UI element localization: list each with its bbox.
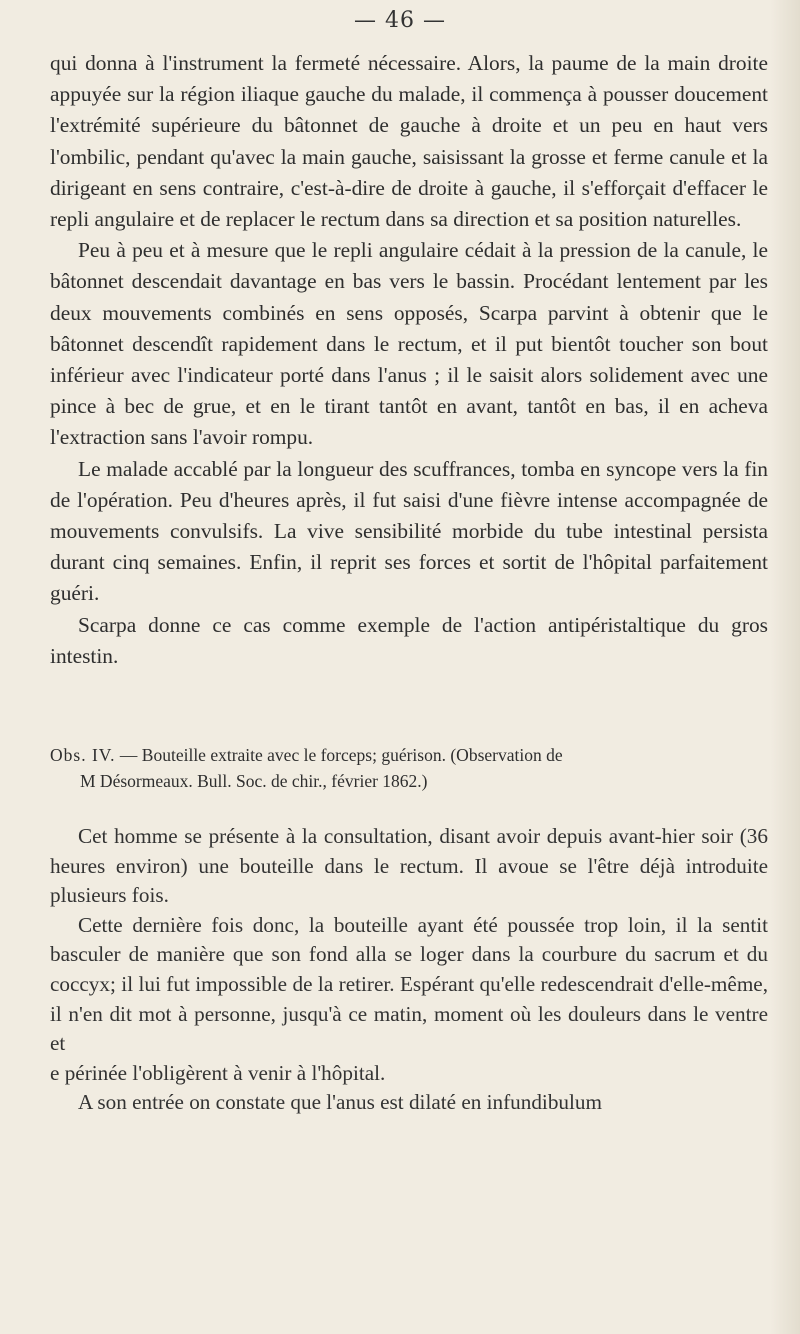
main-text: [50, 48, 768, 672]
observation-heading-block: [50, 742, 768, 794]
observation-text: [50, 822, 768, 1118]
observation-paragraph-1: Cet homme se présente à la consultation, disant avoir depuis avant-hier soir (36 heures environ) une bouteille dans le rectum. Il avoue se l'être déjà introduite plusieurs fois.: [50, 824, 768, 908]
paragraph-2: Peu à peu et à mesure que le repli angulaire cédait à la pression de la canule, le bâtonnet descendait davantage en bas vers le bassin. Procédant lentement par les deux mouvements combinés en sens opposés, Scarpa parvint à obtenir que le bâtonnet descendît rapidement dans le rectum, et il put bientôt toucher son bout inférieur avec l'indicateur porté dans l'anus ; il le saisit alors solidement avec une pince à bec de grue, et en le tirant tantôt en avant, tantôt en bas, il en acheva l'extraction sans l'avoir rompu.: [50, 238, 768, 450]
observation-title: — Bouteille extraite avec le forceps; guérison. (Observation de: [119, 745, 563, 765]
observation-reference: M Désormeaux. Bull. Soc. de chir., février 1862.): [80, 771, 428, 791]
page-number: — 46 —: [354, 8, 446, 33]
paragraph-1: qui donna à l'instrument la fermeté nécessaire. Alors, la paume de la main droite appuyée sur la région iliaque gauche du malade, il commença à pousser doucement l'extrémité supérieure du bâtonnet de gauche à droite et un peu en haut vers l'ombilic, pendant qu'avec la main gauche, saisissant la grosse et ferme canule et la dirigeant en sens contraire, c'est-à-dire de droite à gauche, il s'efforçait d'effacer le repli angulaire et de replacer le rectum dans sa direction et sa position naturelles.: [50, 51, 768, 232]
observation-label: Obs. IV.: [50, 745, 116, 765]
observation-heading: [50, 742, 768, 794]
paragraph-4: Scarpa donne ce cas comme exemple de l'action antipéristaltique du gros intestin.: [50, 612, 768, 668]
paragraph-3: Le malade accablé par la longueur des scuffrances, tomba en syncope vers la fin de l'opération. Peu d'heures après, il fut saisi d'une fièvre intense accompagnée de mouvements convulsifs. La vive sensibilité morbide du tube intestinal persista durant cinq semaines. Enfin, il reprit ses forces et sortit de l'hôpital parfaitement guéri.: [50, 456, 768, 606]
observation-paragraph-2: Cette dernière fois donc, la bouteille ayant été poussée trop loin, il la sentit basculer de manière que son fond alla se loger dans la courbure du sacrum et du coccyx; il lui fut impossible de la retirer. Espérant qu'elle redescendrait d'elle-même, il n'en dit mot à personne, jusqu'à ce matin, moment où les douleurs dans le ventre et: [50, 912, 768, 1056]
observation-paragraph-4: A son entrée on constate que l'anus est dilaté en infundibulum: [78, 1090, 602, 1115]
observation-paragraph-3: e périnée l'obligèrent à venir à l'hôpital.: [50, 1060, 386, 1085]
